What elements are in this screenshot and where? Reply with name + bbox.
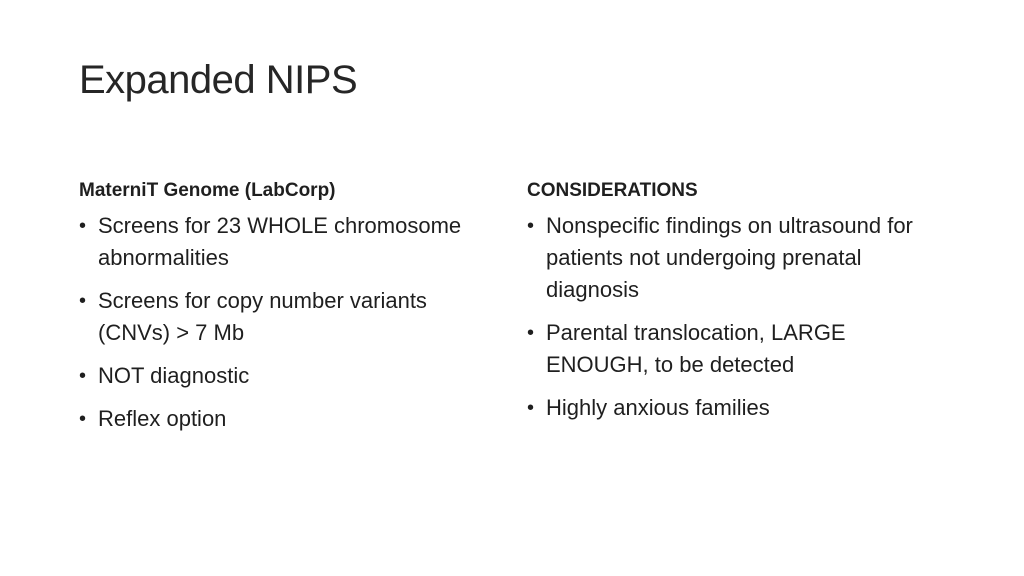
bullet-dot-icon: •	[79, 290, 87, 312]
right-column-heading: CONSIDERATIONS	[527, 180, 698, 201]
bullet-dot-icon: •	[79, 408, 87, 430]
bullet-text: Nonspecific findings on ultrasound for patients not undergoing prenatal diagnosis	[546, 213, 913, 302]
bullet-dot-icon: •	[527, 215, 535, 237]
bullet-dot-icon: •	[527, 397, 535, 419]
bullet-item	[79, 360, 479, 392]
bullet-text: Highly anxious families	[546, 395, 770, 420]
bullet-item	[527, 392, 927, 424]
left-column-heading: MaterniT Genome (LabCorp)	[79, 180, 336, 201]
bullet-dot-icon: •	[79, 215, 87, 237]
bullet-item	[79, 285, 479, 349]
bullet-dot-icon: •	[79, 365, 87, 387]
bullet-dot-icon: •	[527, 322, 535, 344]
bullet-item	[79, 403, 479, 435]
slide-title: Expanded NIPS	[79, 58, 358, 102]
bullet-text: Reflex option	[98, 406, 227, 431]
bullet-item	[527, 210, 927, 306]
left-column	[79, 179, 479, 446]
right-column	[527, 179, 927, 435]
bullet-text: Screens for copy number variants (CNVs) > 7 Mb	[98, 288, 427, 345]
right-bullet-list	[527, 210, 927, 424]
bullet-item	[527, 317, 927, 381]
bullet-text: Parental translocation, LARGE ENOUGH, to be detected	[546, 320, 846, 377]
bullet-text: Screens for 23 WHOLE chromosome abnormalities	[98, 213, 462, 270]
left-bullet-list	[79, 210, 479, 435]
bullet-item	[79, 210, 479, 274]
bullet-text: NOT diagnostic	[98, 363, 250, 388]
